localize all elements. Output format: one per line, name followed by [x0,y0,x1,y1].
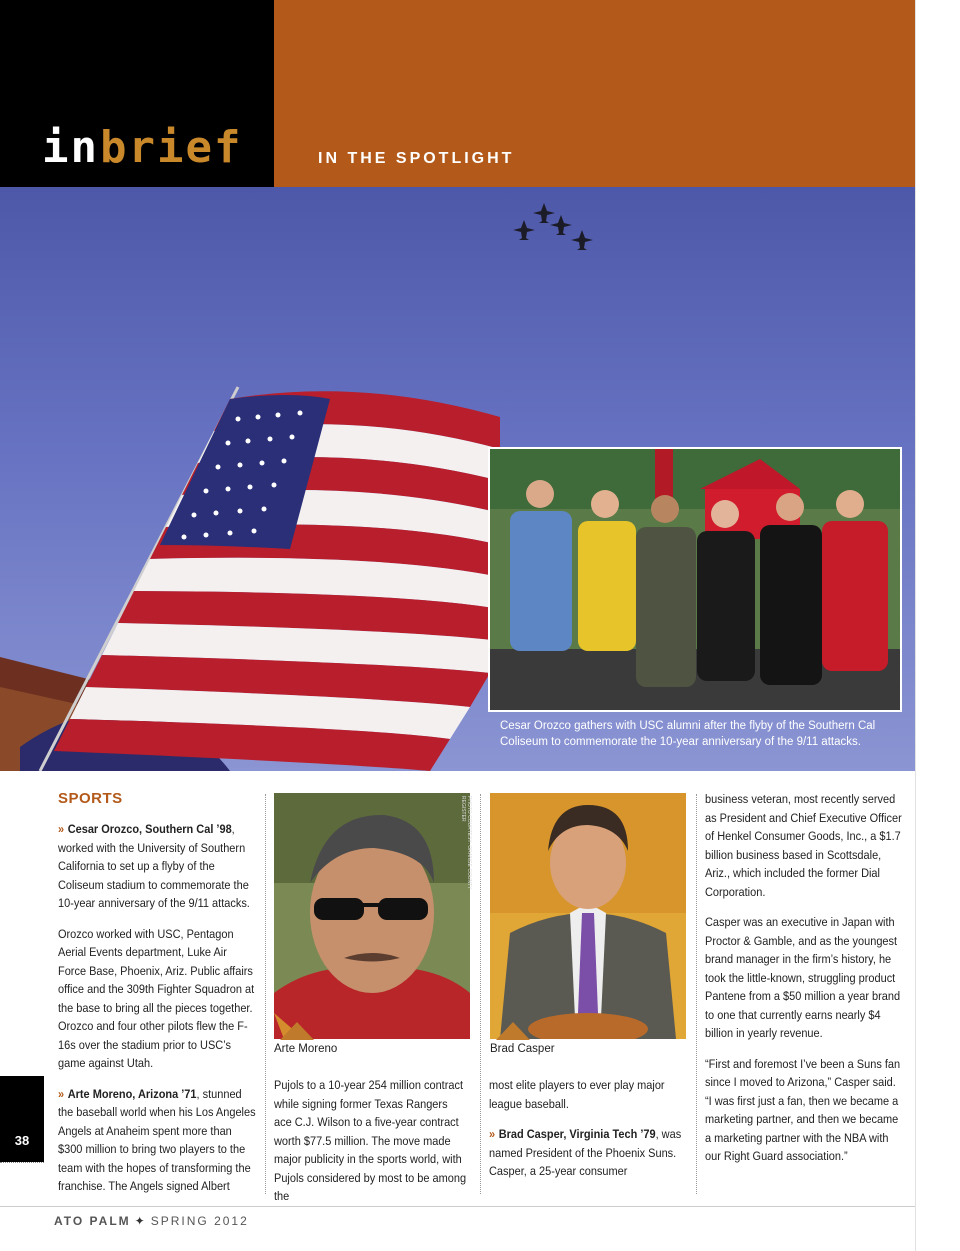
publication-name: ATO PALM [54,1214,131,1228]
paragraph-text: , was named President of the Phoenix Suns. Casper, a 25-year consumer [489,1127,682,1178]
column-divider [480,794,481,1194]
footer [54,1214,249,1228]
issue-date: SPRING 2012 [150,1214,249,1228]
column-1 [58,820,258,1208]
name-lead: Brad Casper, Virginia Tech ’79 [498,1127,656,1141]
group-photo-illustration [490,449,900,710]
paragraph: Orozco worked with USC, Pentagon Aerial Events department, Luke Air Force Base, Phoenix, Ariz. Public affairs office and the 309th Fighter Squadron at the base to bring all the pieces together. Orozco and four other pilots flew the F-16s over the stadium prior to USC’s game against Utah. [58,926,255,1070]
paragraph [58,1085,258,1196]
arte-moreno-photo [274,793,470,1039]
paragraph: business veteran, most recently served as President and Chief Executive Officer of Henkel Consumer Goods, Inc., a $1.7 billion business based in Scottsdale, Ariz., which included the former Dial Corporation. [705,792,902,899]
paragraph: Pujols to a 10-year 254 million contract while signing former Texas Rangers ace C.J. Wilson to a five-year contract worth $77.5 million. The move made major publicity in the sports world, with Pujols considered by most to be among the [274,1078,467,1203]
paragraph: most elite players to ever play major league baseball. [489,1078,665,1111]
page-number-tab [0,1076,44,1162]
photo-corner-mark [496,1022,530,1045]
jets-icon [513,203,593,250]
brad-casper-photo [490,793,686,1039]
section-label: IN THE SPOTLIGHT [318,150,515,167]
column-2 [274,1076,468,1218]
cross-icon: ✦ [134,1214,147,1228]
paragraph-text: , stunned the baseball world when his Los Angeles Angels at Anaheim spent more than $300 million to bring two players to the team with the hopes of transforming the franchise. The Angels signed Albert [58,1086,256,1193]
column-3 [489,1076,683,1193]
column-divider [696,794,697,1194]
double-arrow-icon: » [58,1086,65,1101]
name-lead: Arte Moreno, Arizona ’71 [67,1086,197,1101]
brand-in: in [42,122,99,173]
portrait-illustration [490,793,686,1039]
photo-label: Arte Moreno [274,1043,338,1055]
name-lead: Cesar Orozco, Southern Cal ’98 [67,822,232,836]
section-title: SPORTS [58,790,123,807]
brand-brief: brief [100,122,243,173]
page-number: 38 [14,1133,30,1148]
photo-corner-mark [280,1022,314,1045]
column-divider [265,794,266,1194]
paragraph [489,1125,683,1181]
paragraph-text: , worked with the University of Southern California to set up a flyby of the Coliseum stadium to commemorate the 10-year anniversary of the 9/11 attacks. [58,822,250,910]
page-margin [915,0,960,1251]
column-4 [705,790,905,1178]
double-arrow-icon: » [489,1127,496,1141]
paragraph [58,820,258,913]
triangle-logo-icon [496,1022,530,1040]
photo-label: Brad Casper [490,1043,555,1055]
double-arrow-icon: » [58,822,65,836]
portrait-illustration [274,793,470,1039]
group-photo [488,447,902,712]
triangle-logo-icon [280,1022,314,1040]
photo-credit: PHOTO COURTESY: ORANGE COUNTY REGISTER [460,796,472,890]
paragraph: Casper was an executive in Japan with Proctor & Gamble, and as the youngest brand manager in the firm’s history, he took the little-known, struggling product Pantene from a $50 million a year brand to one that currently earns nearly $4 billion in yearly revenue. [705,915,901,1040]
hero-caption: Cesar Orozco gathers with USC alumni after the flyby of the Southern Cal Coliseum to commemorate the 10-year anniversary of the 9/11 attacks. [500,720,876,748]
page-number-rule [0,1162,44,1163]
footer-rule [0,1206,915,1207]
paragraph: “First and foremost I’ve been a Suns fan since I moved to Arizona,” Casper said. “I was first just a fan, then we became a marketing partner, and then we became a marketing partner with the NBA with our Right Guard association.” [705,1056,901,1163]
